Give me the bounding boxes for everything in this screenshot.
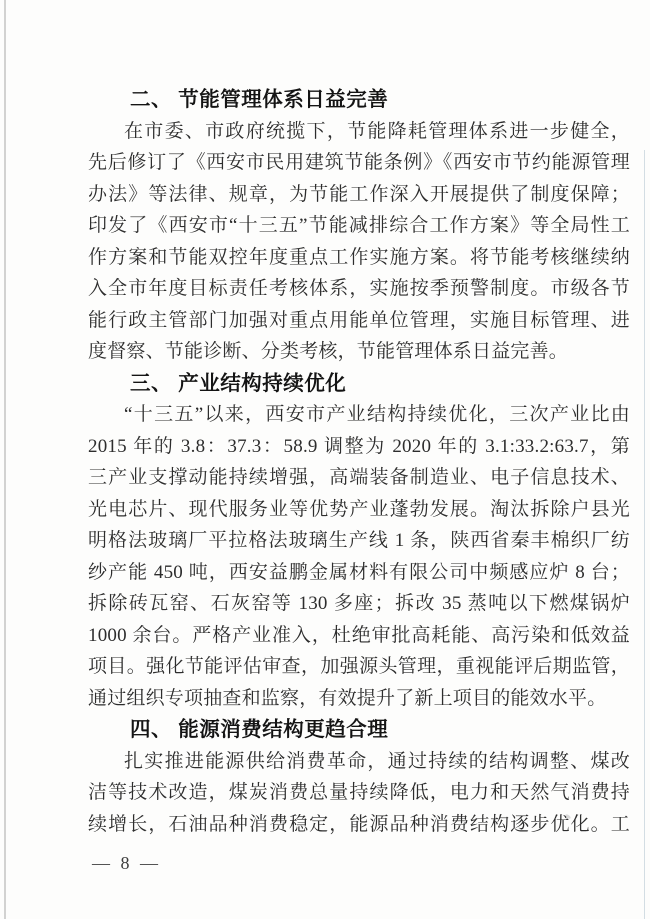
text-line: 三产业支撑动能持续增强，高端装备制造业、电子信息技术、 <box>88 467 630 488</box>
text-line: 作方案和节能双控年度重点工作实施方案。将节能考核继续纳 <box>88 246 630 268</box>
text-line: 洁等技术改造，煤炭消费总量持续降低，电力和天然气消费持 <box>88 782 630 803</box>
text-line: 拆除砖瓦窑、石灰窑等 130 多座；拆改 35 蒸吨以下燃煤锅炉 <box>88 593 630 614</box>
text-line: 项目。强化节能评估审查，加强源头管理，重视能评后期监管， <box>88 656 630 677</box>
text-line: 续增长，石油品种消费稳定，能源品种消费结构逐步优化。工 <box>88 813 630 835</box>
text-line: 印发了《西安市“十三五”节能减排综合工作方案》等全局性工 <box>88 215 630 236</box>
text-line: 先后修订了《西安市民用建筑节能条例》《西安市节约能源管理 <box>88 152 630 173</box>
text-line: 办法》等法律、规章，为节能工作深入开展提供了制度保障； <box>88 183 630 205</box>
text-line: 入全市年度目标责任考核体系，实施按季预警制度。市级各节 <box>88 278 630 299</box>
text-line: 1000 余台。严格产业准入，杜绝审批高耗能、高污染和低效益 <box>88 624 630 646</box>
text-line: 在市委、市政府统揽下，节能降耗管理体系进一步健全， <box>124 120 630 142</box>
text-line: 扎实推进能源供给消费革命，通过持续的结构调整、煤改 <box>124 750 630 772</box>
document-body <box>88 84 630 840</box>
text-line: 明格法玻璃厂平拉格法玻璃生产线 1 条，陕西省秦丰棉织厂纺 <box>88 530 630 551</box>
text-line: 纱产能 450 吨，西安益鹏金属材料有限公司中频感应炉 8 台； <box>88 561 630 583</box>
text-line: 2015 年的 3.8：37.3：58.9 调整为 2020 年的 3.1:33.2:63.7，第 <box>88 435 630 457</box>
text-line: 能行政主管部门加强对重点用能单位管理，实施目标管理、进 <box>88 309 630 331</box>
page-number: — 8 — <box>92 853 161 873</box>
scan-edge-artifact-left <box>4 0 6 919</box>
scan-edge-artifact-right <box>644 150 645 919</box>
section-heading: 二、 节能管理体系日益完善 <box>130 88 389 111</box>
text-line: 光电芯片、现代服务业等优势产业蓬勃发展。淘汰拆除户县光 <box>88 498 630 520</box>
section-heading: 三、 产业结构持续优化 <box>130 371 347 395</box>
text-line: “十三五”以来，西安市产业结构持续优化，三次产业比由 <box>124 404 630 425</box>
text-line: 度督察、节能诊断、分类考核，节能管理体系日益完善。 <box>88 341 569 362</box>
text-line: 通过组织专项抽查和监察，有效提升了新上项目的能效水平。 <box>88 687 607 709</box>
section-heading: 四、 能源消费结构更趋合理 <box>130 718 389 741</box>
